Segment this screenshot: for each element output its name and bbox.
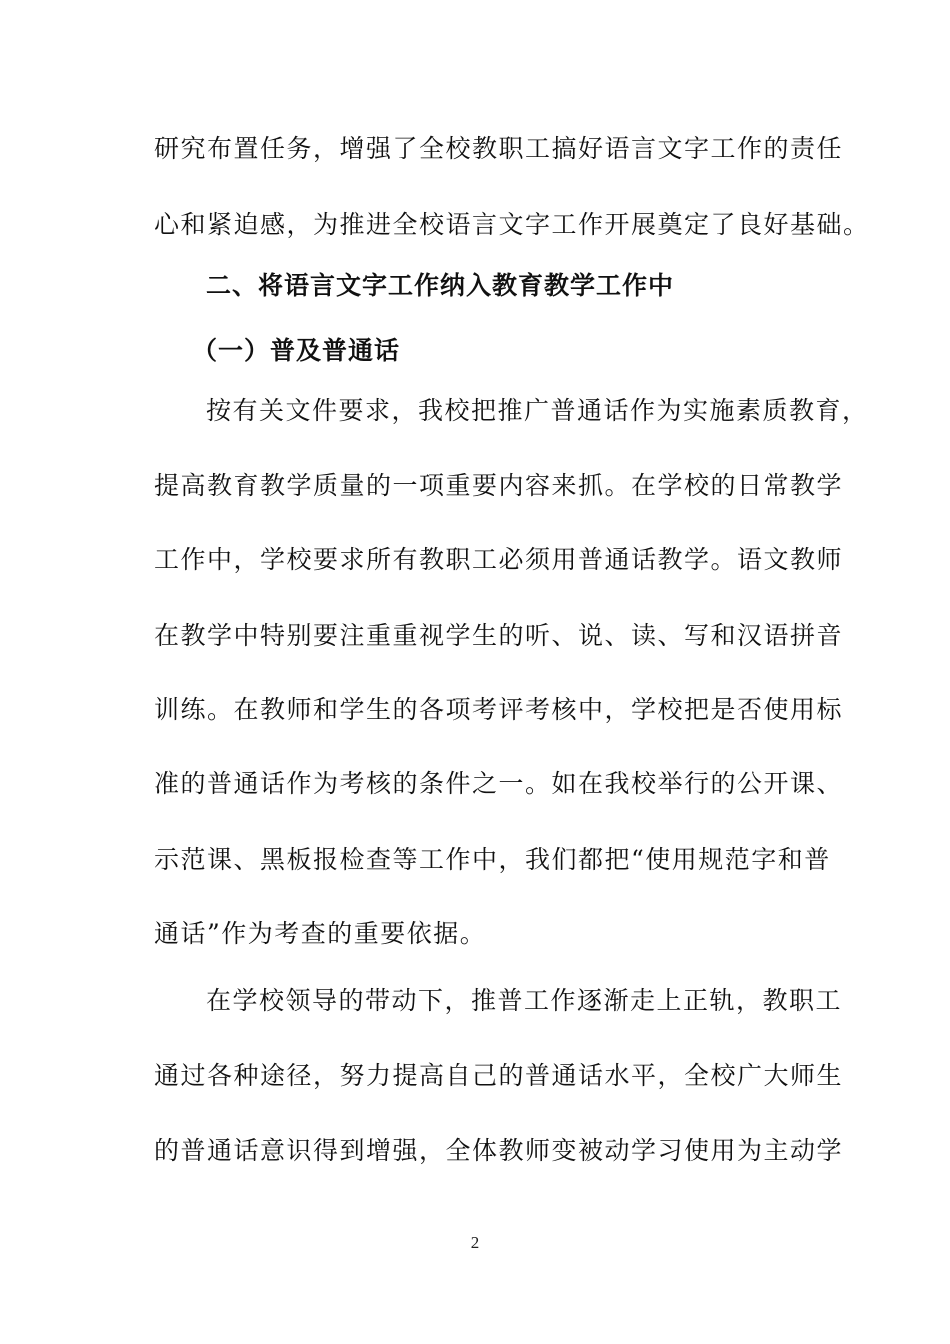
paragraph-line: 训练。在教师和学生的各项考评考核中，学校把是否使用标	[154, 695, 844, 724]
paragraph-line: 在学校领导的带动下，推普工作逐渐走上正轨，教职工	[206, 986, 843, 1015]
subsection-heading: （一）普及普通话	[192, 336, 401, 365]
paragraph-line: 的普通话意识得到增强，全体教师变被动学习使用为主动学	[154, 1136, 844, 1165]
paragraph-line: 工作中，学校要求所有教职工必须用普通话教学。语文教师	[154, 545, 844, 574]
paragraph-line: 心和紧迫感，为推进全校语言文字工作开展奠定了良好基础。	[154, 210, 870, 239]
section-heading: 二、将语言文字工作纳入教育教学工作中	[206, 271, 675, 300]
paragraph-line: 按有关文件要求，我校把推广普通话作为实施素质教育，	[206, 396, 869, 425]
page-number: 2	[470, 1233, 480, 1252]
paragraph-line: 研究布置任务，增强了全校教职工搞好语言文字工作的责任	[154, 134, 844, 163]
paragraph-line: 通过各种途径，努力提高自己的普通话水平，全校广大师生	[154, 1061, 844, 1090]
paragraph-line: 准的普通话作为考核的条件之一。如在我校举行的公开课、	[154, 769, 844, 798]
paragraph-line: 通话”作为考查的重要依据。	[154, 919, 487, 948]
paragraph-line: 提高教育教学质量的一项重要内容来抓。在学校的日常教学	[154, 471, 844, 500]
paragraph-line: 在教学中特别要注重重视学生的听、说、读、写和汉语拼音	[154, 621, 844, 650]
paragraph-line: 示范课、黑板报检查等工作中，我们都把“使用规范字和普	[154, 845, 831, 874]
